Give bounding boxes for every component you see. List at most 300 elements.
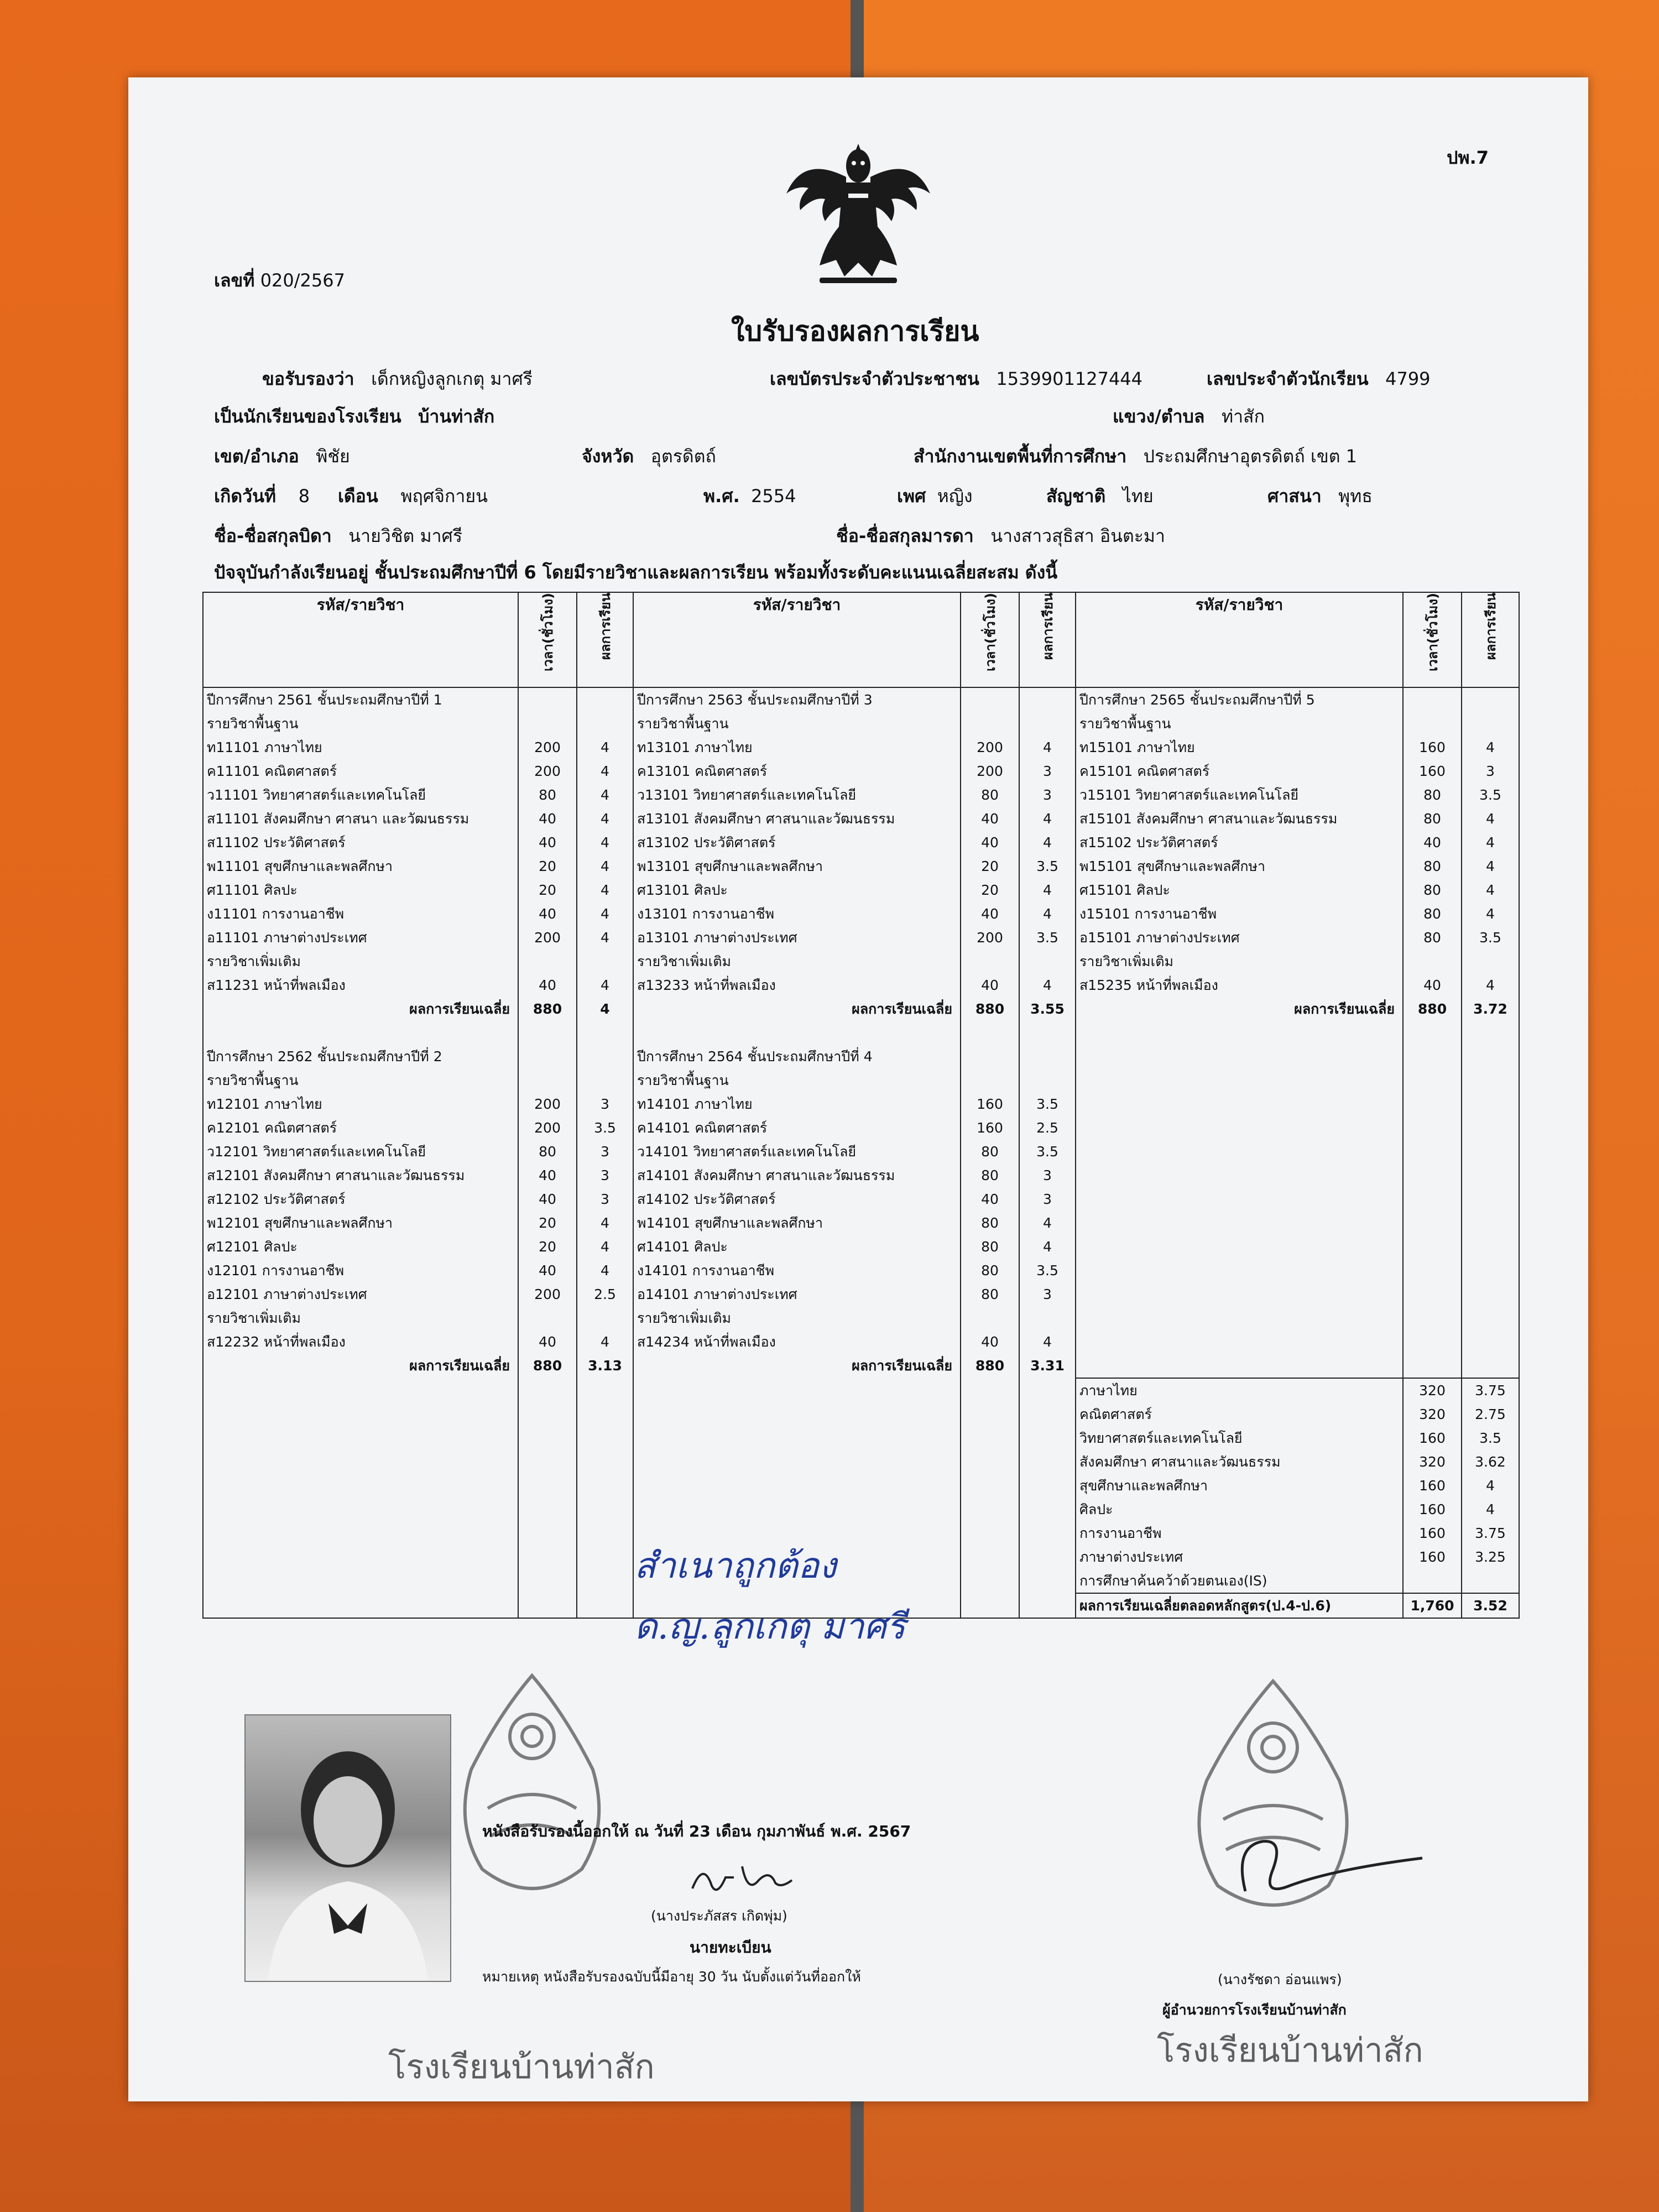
district-label: เขต/อำเภอ: [214, 446, 299, 467]
hours-cell: 80: [981, 787, 999, 803]
header-subject-1: รหัส/รายวิชา: [203, 592, 518, 687]
section-heading: รายวิชาพื้นฐาน: [1079, 716, 1171, 732]
overall-grade: 3.52: [1462, 1593, 1519, 1618]
subject-cell: ค14101 คณิตศาสตร์: [637, 1120, 768, 1136]
spacer-cell: [1462, 1164, 1519, 1187]
summary-subject: สังคมศึกษา ศาสนาและวัฒนธรรม: [1079, 1454, 1281, 1470]
handwritten-name: ด.ญ.ลูกเกตุ มาศรี: [634, 1606, 906, 1647]
religion-value: พุทธ: [1338, 486, 1373, 507]
registrar-signature: [687, 1855, 797, 1905]
grade-cell: 4: [601, 1239, 609, 1255]
grade-cell: 3.55: [1030, 1001, 1065, 1017]
grade-cell: 4: [601, 787, 609, 803]
spacer-cell: [1462, 1021, 1519, 1045]
hours-cell: 200: [534, 1096, 561, 1112]
mother-value: นางสาวสุธิสา อินตะมา: [990, 525, 1165, 546]
hours-cell: [1404, 688, 1461, 712]
grade-cell: 4: [601, 811, 609, 827]
subject-cell: ส14101 สังคมศึกษา ศาสนาและวัฒนธรรม: [637, 1167, 895, 1183]
col1-hours: [518, 687, 577, 1618]
grade-cell: 4: [1043, 977, 1052, 993]
summary-subject: การงานอาชีพ: [1079, 1525, 1162, 1541]
director-signature: [1223, 1825, 1433, 1924]
hours-cell: [1404, 712, 1461, 735]
spacer-cell: [1404, 1068, 1461, 1092]
summary-hours: [1404, 1378, 1461, 1618]
hours-cell: 40: [981, 1334, 999, 1350]
summary-grade-cell: 2.75: [1475, 1406, 1506, 1422]
hours-cell: [519, 1045, 576, 1068]
hours-cell: 40: [981, 811, 999, 827]
hours-cell: 160: [1419, 739, 1446, 755]
spacer-cell: [1462, 1330, 1519, 1354]
hours-cell: 200: [534, 739, 561, 755]
overall-average-label: ผลการเรียนเฉลี่ยตลอดหลักสูตร(ป.4-ป.6): [1076, 1593, 1402, 1618]
subject-cell: [204, 1021, 518, 1045]
hours-cell: 20: [539, 1239, 556, 1255]
hours-cell: 160: [1419, 763, 1446, 779]
birth-day-value: 8: [298, 486, 310, 507]
hours-cell: [961, 1045, 1019, 1068]
registrar-name: (นางประภัสสร เกิดพุ่ม): [651, 1908, 787, 1924]
grade-cell: 3: [1486, 763, 1495, 779]
subject-cell: ท12101 ภาษาไทย: [207, 1096, 322, 1112]
hours-cell: 80: [539, 787, 556, 803]
grade-cell: 3.5: [1036, 858, 1058, 874]
hours-cell: 160: [977, 1120, 1003, 1136]
grade-cell: [577, 1045, 633, 1068]
subject-cell: ศ13101 ศิลปะ: [637, 882, 728, 898]
garuda-emblem-icon: [781, 133, 936, 293]
hours-cell: 40: [981, 1191, 999, 1207]
subject-cell: ส15101 สังคมศึกษา ศาสนาและวัฒนธรรม: [1079, 811, 1338, 827]
header-grade-2: [1019, 592, 1076, 687]
average-label: ผลการเรียนเฉลี่ย: [1294, 1001, 1395, 1017]
subject-cell: ส13233 หน้าที่พลเมือง: [637, 977, 776, 993]
hours-cell: [519, 712, 576, 735]
hours-cell: 20: [981, 858, 999, 874]
grade-cell: 4: [1486, 834, 1495, 851]
subject-cell: พ13101 สุขศึกษาและพลศึกษา: [637, 858, 823, 874]
grade-cell: [577, 1306, 633, 1330]
spacer-cell: [1076, 1330, 1402, 1354]
province-label: จังหวัด: [582, 446, 634, 467]
id-card-value: 1539901127444: [996, 368, 1143, 389]
grade-cell: 3: [1043, 763, 1052, 779]
subject-cell: ส12101 สังคมศึกษา ศาสนาและวัฒนธรรม: [207, 1167, 465, 1183]
grade-cell: 3.5: [594, 1120, 616, 1136]
spacer-cell: [1462, 1282, 1519, 1306]
header-hours-3-label: เวลา(ชั่วโมง): [1425, 593, 1441, 671]
section-heading: รายวิชาเพิ่มเติม: [1079, 953, 1173, 969]
spacer-cell: [1076, 1187, 1402, 1211]
student-name: เด็กหญิงลูกเกตุ มาศรี: [371, 368, 533, 389]
summary-subject: การศึกษาค้นคว้าด้วยตนเอง(IS): [1079, 1573, 1267, 1589]
section-heading: ปีการศึกษา 2564 ชั้นประถมศึกษาปีที่ 4: [637, 1048, 873, 1065]
hours-cell: [961, 688, 1019, 712]
hours-cell: 880: [1417, 1001, 1447, 1017]
section-heading: รายวิชาเพิ่มเติม: [637, 953, 731, 969]
grade-cell: 3.31: [1030, 1358, 1065, 1374]
hours-cell: 40: [539, 1191, 556, 1207]
col3-grades: [1462, 687, 1519, 1618]
grade-cell: 4: [1043, 834, 1052, 851]
summary-grade-cell: 4: [1486, 1478, 1495, 1494]
spacer-cell: [1076, 1282, 1402, 1306]
header-subject-3: รหัส/รายวิชา: [1076, 592, 1403, 687]
spacer-cell: [1462, 1116, 1519, 1140]
summary-subjects: [1076, 1378, 1402, 1618]
mother-line: [836, 522, 1165, 550]
subject-cell: ค15101 คณิตศาสตร์: [1079, 763, 1210, 779]
certificate-paper: [128, 77, 1588, 2101]
grade-cell: 2.5: [594, 1286, 616, 1302]
grade-cell: 2.5: [1036, 1120, 1058, 1136]
header-grade-1: [577, 592, 633, 687]
grade-cell: 3: [1043, 1286, 1052, 1302]
student-portrait-icon: [246, 1715, 450, 1981]
grade-cell: 4: [1486, 977, 1495, 993]
spacer-cell: [1404, 1116, 1461, 1140]
summary-hours-cell: 160: [1419, 1430, 1446, 1446]
student-id-value: 4799: [1385, 368, 1431, 389]
spacer-cell: [1462, 1187, 1519, 1211]
header-hours-3: [1403, 592, 1462, 687]
subject-cell: ส11102 ประวัติศาสตร์: [207, 834, 346, 851]
office-line: [914, 442, 1357, 471]
hours-cell: 40: [1423, 977, 1441, 993]
grade-cell: 3.72: [1473, 1001, 1507, 1017]
table-body-row: [203, 687, 1519, 1618]
col1-grades: [577, 687, 633, 1618]
summary-subject: สุขศึกษาและพลศึกษา: [1079, 1478, 1208, 1494]
section-heading: ปีการศึกษา 2562 ชั้นประถมศึกษาปีที่ 2: [207, 1048, 442, 1065]
summary-grade-cell: 3.5: [1479, 1430, 1501, 1446]
grade-cell: 4: [601, 906, 609, 922]
spacer-cell: [1462, 1354, 1519, 1378]
birth-year-label: พ.ศ.: [703, 486, 740, 507]
spacer-cell: [1404, 1187, 1461, 1211]
birth-month-value: พฤศจิกายน: [400, 486, 488, 507]
subdistrict-line: [1113, 403, 1265, 431]
doc-code: ปพ.7: [1447, 147, 1489, 168]
grade-cell: [1462, 712, 1519, 735]
father-line: [214, 522, 462, 550]
spacer-cell: [1076, 1140, 1402, 1164]
hours-cell: [961, 1021, 1019, 1045]
hours-cell: [1404, 950, 1461, 973]
grade-cell: [1020, 688, 1075, 712]
spacer-cell: [1462, 1235, 1519, 1259]
subdistrict-label: แขวง/ตำบล: [1113, 406, 1205, 427]
father-value: นายวิชิต มาศรี: [348, 525, 463, 546]
student-id-line: [1207, 365, 1431, 393]
hours-cell: [961, 712, 1019, 735]
hours-cell: [519, 1021, 576, 1045]
id-card-label: เลขบัตรประจำตัวประชาชน: [770, 368, 979, 389]
hours-cell: 40: [539, 977, 556, 993]
header-hours-2-label: เวลา(ชั่วโมง): [982, 593, 998, 671]
grade-cell: 4: [1486, 882, 1495, 898]
hours-cell: [961, 950, 1019, 973]
spacer-cell: [1404, 1211, 1461, 1235]
header-grade-2-label: ผลการเรียน: [1040, 593, 1056, 660]
hours-cell: [519, 1306, 576, 1330]
grade-cell: 3.5: [1036, 1144, 1058, 1160]
hours-cell: 200: [534, 1286, 561, 1302]
hours-cell: 20: [981, 882, 999, 898]
page-title: ใบรับรองผลการเรียน: [731, 315, 979, 347]
grade-cell: 3.5: [1036, 1096, 1058, 1112]
grade-cell: 4: [1043, 811, 1052, 827]
header-hours-1: [518, 592, 577, 687]
grades-table: [202, 592, 1520, 1619]
grade-cell: 4: [601, 882, 609, 898]
director-name: (นางรัชดา อ่อนแพร): [1218, 1971, 1342, 1987]
subject-cell: ศ12101 ศิลปะ: [207, 1239, 298, 1255]
spacer-cell: [1462, 1306, 1519, 1330]
subject-cell: ส11231 หน้าที่พลเมือง: [207, 977, 346, 993]
col1-subjects: [203, 687, 518, 1618]
spacer-cell: [1462, 1211, 1519, 1235]
spacer-cell: [1076, 1045, 1402, 1068]
current-statement: ปัจจุบันกำลังเรียนอยู่ ชั้นประถมศึกษาปีที่ 6 โดยมีรายวิชาและผลการเรียน พร้อมทั้งระดับคะแนนเฉลี่ยสะสม ดังนี้: [214, 562, 1058, 583]
grade-cell: 4: [601, 858, 609, 874]
nationality-value: ไทย: [1122, 486, 1154, 507]
section-heading: รายวิชาพื้นฐาน: [637, 1072, 729, 1088]
hours-cell: 80: [1423, 906, 1441, 922]
grade-cell: 3.5: [1036, 930, 1058, 946]
subject-cell: ค12101 คณิตศาสตร์: [207, 1120, 337, 1136]
subject-cell: ส14102 ประวัติศาสตร์: [637, 1191, 776, 1207]
summary-grades: [1462, 1378, 1519, 1618]
summary-hours-cell: 320: [1419, 1406, 1446, 1422]
grade-cell: 3: [601, 1144, 609, 1160]
summary-hours-cell: 160: [1419, 1478, 1446, 1494]
hours-cell: 80: [981, 1286, 999, 1302]
grade-cell: 3.13: [588, 1358, 622, 1374]
hours-cell: 80: [981, 1239, 999, 1255]
nationality-line: [1046, 482, 1154, 510]
handwritten-certified: สำเนาถูกต้อง: [634, 1546, 837, 1587]
hours-cell: 40: [981, 906, 999, 922]
header-hours-1-label: เวลา(ชั่วโมง): [540, 593, 556, 671]
spacer-cell: [1404, 1235, 1461, 1259]
nationality-label: สัญชาติ: [1046, 486, 1106, 507]
grade-cell: [1020, 1306, 1075, 1330]
grade-cell: [1462, 950, 1519, 973]
subject-cell: ง11101 การงานอาชีพ: [207, 906, 345, 922]
hours-cell: 880: [533, 1358, 562, 1374]
grade-cell: 3: [1043, 1167, 1052, 1183]
summary-grade-cell: [1462, 1569, 1519, 1593]
province-value: อุตรดิตถ์: [650, 446, 716, 467]
grade-cell: 3: [601, 1096, 609, 1112]
subject-cell: ศ15101 ศิลปะ: [1079, 882, 1170, 898]
summary-subject: ภาษาไทย: [1079, 1383, 1138, 1399]
grade-cell: 4: [1486, 739, 1495, 755]
subject-cell: ว13101 วิทยาศาสตร์และเทคโนโลยี: [637, 787, 857, 803]
student-photo: [244, 1714, 451, 1982]
spacer-cell: [1404, 1330, 1461, 1354]
subject-cell: ค13101 คณิตศาสตร์: [637, 763, 768, 779]
hours-cell: 80: [1423, 787, 1441, 803]
birth-day-label: เกิดวันที่: [214, 486, 276, 507]
school-value: บ้านท่าสัก: [418, 406, 495, 427]
religion-line: [1267, 482, 1373, 510]
hours-cell: 80: [1423, 858, 1441, 874]
hours-cell: 20: [539, 858, 556, 874]
school-line: [214, 403, 494, 431]
spacer-cell: [1404, 1306, 1461, 1330]
hours-cell: 80: [1423, 882, 1441, 898]
grade-cell: 3.5: [1479, 787, 1501, 803]
col3-hours: [1403, 687, 1462, 1618]
summary-grade-cell: 3.25: [1475, 1549, 1506, 1565]
certify-label: ขอรับรองว่า: [262, 368, 354, 389]
birth-month-label: เดือน: [337, 486, 378, 507]
subject-cell: ส13102 ประวัติศาสตร์: [637, 834, 776, 851]
school-label: เป็นนักเรียนของโรงเรียน: [214, 406, 401, 427]
section-heading: ปีการศึกษา 2565 ชั้นประถมศึกษาปีที่ 5: [1079, 692, 1315, 708]
spacer-cell: [1076, 1354, 1402, 1378]
section-heading: รายวิชาพื้นฐาน: [637, 716, 729, 732]
subject-cell: พ11101 สุขศึกษาและพลศึกษา: [207, 858, 393, 874]
doc-number: [214, 267, 345, 295]
grade-cell: 4: [1043, 1334, 1052, 1350]
subject-cell: ส15102 ประวัติศาสตร์: [1079, 834, 1218, 851]
subject-cell: ส12232 หน้าที่พลเมือง: [207, 1334, 346, 1350]
subject-cell: ง15101 การงานอาชีพ: [1079, 906, 1217, 922]
summary-subject: วิทยาศาสตร์และเทคโนโลยี: [1079, 1430, 1243, 1446]
subject-cell: ท15101 ภาษาไทย: [1079, 739, 1195, 755]
hours-cell: 40: [539, 834, 556, 851]
spacer-cell: [1462, 1259, 1519, 1282]
issued-statement: หนังสือรับรองนี้ออกให้ ณ วันที่ 23 เดือน กุมภาพันธ์ พ.ศ. 2567: [482, 1822, 911, 1840]
grade-cell: 3: [601, 1191, 609, 1207]
hours-cell: 40: [539, 1262, 556, 1279]
spacer-cell: [1076, 1306, 1402, 1330]
section-heading: ปีการศึกษา 2561 ชั้นประถมศึกษาปีที่ 1: [207, 692, 442, 708]
spacer-cell: [1076, 1068, 1402, 1092]
subject-cell: พ15101 สุขศึกษาและพลศึกษา: [1079, 858, 1266, 874]
hours-cell: 200: [977, 763, 1003, 779]
hours-cell: 160: [977, 1096, 1003, 1112]
student-id-label: เลขประจำตัวนักเรียน: [1207, 368, 1369, 389]
grade-cell: 4: [1043, 739, 1052, 755]
header-hours-2: [961, 592, 1019, 687]
hours-cell: 200: [977, 930, 1003, 946]
sex-value: หญิง: [937, 486, 973, 507]
subject-cell: อ15101 ภาษาต่างประเทศ: [1079, 930, 1240, 946]
average-label: ผลการเรียนเฉลี่ย: [409, 1001, 510, 1017]
hours-cell: [961, 1068, 1019, 1092]
spacer-cell: [1404, 1021, 1461, 1045]
hours-cell: [961, 1306, 1019, 1330]
spacer-cell: [1076, 1211, 1402, 1235]
seal-text-right: โรงเรียนบ้านท่าสัก: [1157, 2031, 1423, 2070]
spacer-cell: [1462, 1068, 1519, 1092]
subject-cell: ท14101 ภาษาไทย: [637, 1096, 753, 1112]
spacer-cell: [1462, 1092, 1519, 1116]
birth-year-line: [703, 482, 796, 510]
col2-subjects: [633, 687, 961, 1618]
hours-cell: 40: [981, 834, 999, 851]
grade-cell: 3: [601, 1167, 609, 1183]
subject-cell: อ13101 ภาษาต่างประเทศ: [637, 930, 797, 946]
grade-cell: 3.5: [1036, 1262, 1058, 1279]
subject-cell: พ12101 สุขศึกษาและพลศึกษา: [207, 1215, 393, 1231]
spacer-cell: [1076, 1235, 1402, 1259]
subject-cell: ง13101 การงานอาชีพ: [637, 906, 775, 922]
section-heading: รายวิชาเพิ่มเติม: [637, 1310, 731, 1326]
subject-cell: ค11101 คณิตศาสตร์: [207, 763, 337, 779]
hours-cell: 200: [534, 930, 561, 946]
summary-hours-cell: [1404, 1569, 1461, 1593]
spacer-cell: [1076, 1021, 1402, 1045]
subject-cell: พ14101 สุขศึกษาและพลศึกษา: [637, 1215, 823, 1231]
subject-cell: ง14101 การงานอาชีพ: [637, 1262, 775, 1279]
hours-cell: 200: [534, 763, 561, 779]
average-label: ผลการเรียนเฉลี่ย: [852, 1001, 952, 1017]
subject-cell: ศ14101 ศิลปะ: [637, 1239, 728, 1255]
grade-cell: 4: [1486, 906, 1495, 922]
subject-cell: ส13101 สังคมศึกษา ศาสนาและวัฒนธรรม: [637, 811, 895, 827]
hours-cell: 80: [981, 1215, 999, 1231]
subject-cell: ง12101 การงานอาชีพ: [207, 1262, 345, 1279]
section-heading: รายวิชาเพิ่มเติม: [207, 953, 301, 969]
col2-grades: [1019, 687, 1076, 1618]
col3-subjects: [1076, 687, 1403, 1618]
grade-cell: 4: [601, 1215, 609, 1231]
average-label: ผลการเรียนเฉลี่ย: [852, 1358, 952, 1374]
subject-cell: อ12101 ภาษาต่างประเทศ: [207, 1286, 367, 1302]
hours-cell: 80: [539, 1144, 556, 1160]
hours-cell: 80: [1423, 930, 1441, 946]
hours-cell: 80: [981, 1167, 999, 1183]
province-line: [582, 442, 716, 471]
grade-cell: 4: [1043, 1239, 1052, 1255]
grade-cell: [1020, 1021, 1075, 1045]
subject-cell: ส15235 หน้าที่พลเมือง: [1079, 977, 1218, 993]
summary-grade-cell: 3.75: [1475, 1383, 1506, 1399]
spacer-cell: [1404, 1259, 1461, 1282]
subject-cell: ว11101 วิทยาศาสตร์และเทคโนโลยี: [207, 787, 426, 803]
office-label: สำนักงานเขตพื้นที่การศึกษา: [914, 446, 1127, 467]
spacer-cell: [1462, 1045, 1519, 1068]
summary-grade-cell: 4: [1486, 1501, 1495, 1517]
grade-cell: [577, 1068, 633, 1092]
hours-cell: 80: [981, 1262, 999, 1279]
hours-cell: 80: [981, 1144, 999, 1160]
hours-cell: 40: [539, 811, 556, 827]
office-value: ประถมศึกษาอุตรดิตถ์ เขต 1: [1143, 446, 1357, 467]
grade-cell: 4: [601, 977, 609, 993]
spacer-cell: [1076, 1092, 1402, 1116]
summary-hours-cell: 160: [1419, 1501, 1446, 1517]
grade-cell: 4: [1043, 882, 1052, 898]
col2-hours: [961, 687, 1019, 1618]
header-grade-1-label: ผลการเรียน: [597, 593, 613, 660]
subject-cell: ท13101 ภาษาไทย: [637, 739, 753, 755]
hours-cell: 200: [977, 739, 1003, 755]
hours-cell: 880: [975, 1001, 1005, 1017]
hours-cell: [519, 1068, 576, 1092]
hours-cell: 880: [975, 1358, 1005, 1374]
subject-cell: ท11101 ภาษาไทย: [207, 739, 322, 755]
subject-cell: ส12102 ประวัติศาสตร์: [207, 1191, 346, 1207]
summary-hours-cell: 320: [1419, 1383, 1446, 1399]
